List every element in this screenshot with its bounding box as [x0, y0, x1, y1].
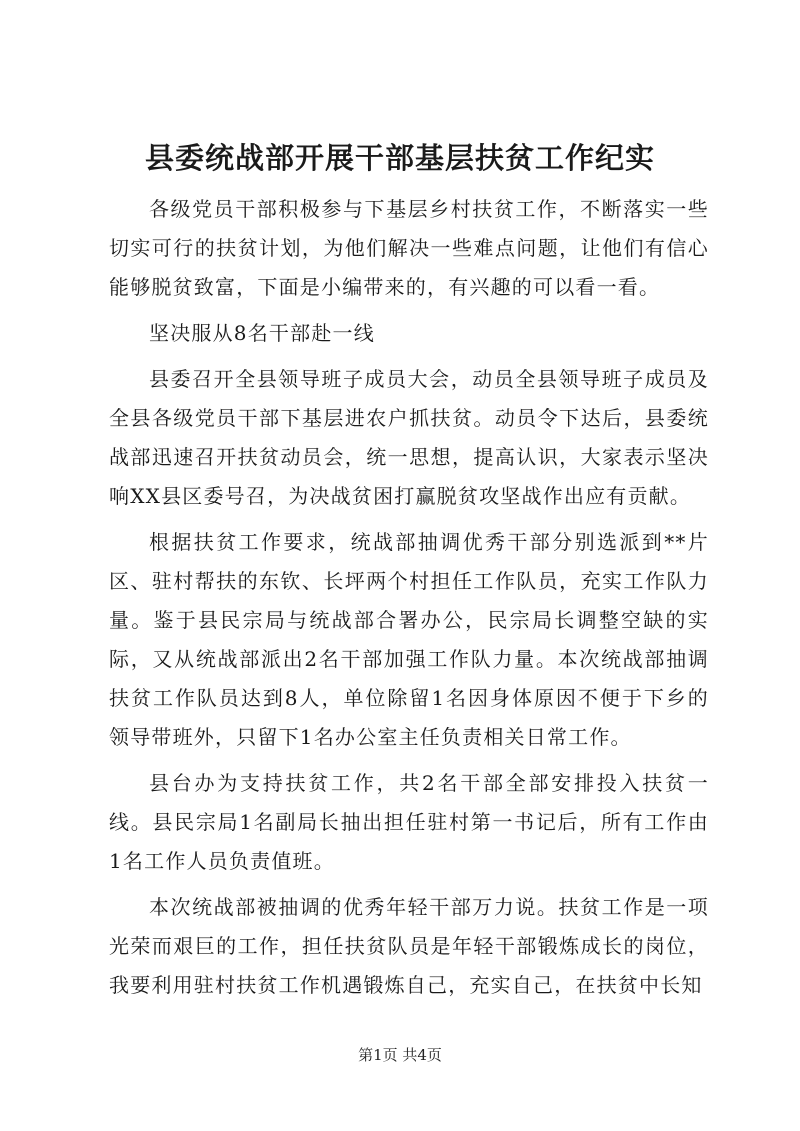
paragraph-subheading: 坚决服从8名干部赴一线 — [149, 321, 375, 345]
paragraph-taiwan-office: 县台办为支持扶贫工作，共2名干部全部安排投入扶贫一线。县民宗局1名副局长抽出担任驻村第一书记后，所有工作由1名工作人员负责值班。 — [109, 771, 709, 873]
document-title: 县委统战部开展干部基层扶贫工作纪实 — [144, 141, 655, 175]
paragraph-assignment: 根据扶贫工作要求，统战部抽调优秀干部分别选派到**片区、驻村帮扶的东钦、长坪两个村担任工作队员，充实工作队力量。鉴于县民宗局与统战部合署办公，民宗局长调整空缺的实际，又从统战部派出2名干部加强工作队力量。本次统战部抽调扶贫工作队员达到8人，单位除留1名因身体原因不便于下乡的领导带班外，只留下1名办公室主任负责相关日常工作。 — [109, 530, 709, 749]
paragraph-mobilization: 县委召开全县领导班子成员大会，动员全县领导班子成员及全县各级党员干部下基层进农户抓扶贫。动员令下达后，县委统战部迅速召开扶贫动员会，统一思想，提高认识，大家表示坚决响XX县区委号召，为决战贫困打赢脱贫攻坚战作出应有贡献。 — [109, 367, 709, 508]
page-number-footer: 第1页 共4页 — [358, 1046, 442, 1064]
paragraph-intro: 各级党员干部积极参与下基层乡村扶贫工作，不断落实一些切实可行的扶贫计划，为他们解决一些难点问题，让他们有信心能够脱贫致富，下面是小编带来的，有兴趣的可以看一看。 — [109, 197, 709, 299]
paragraph-quote: 本次统战部被抽调的优秀年轻干部万力说。扶贫工作是一项光荣而艰巨的工作，担任扶贫队员是年轻干部锻炼成长的岗位，我要利用驻村扶贫工作机遇锻炼自己，充实自己，在扶贫中长知 — [109, 895, 709, 997]
document-body — [109, 190, 709, 1005]
